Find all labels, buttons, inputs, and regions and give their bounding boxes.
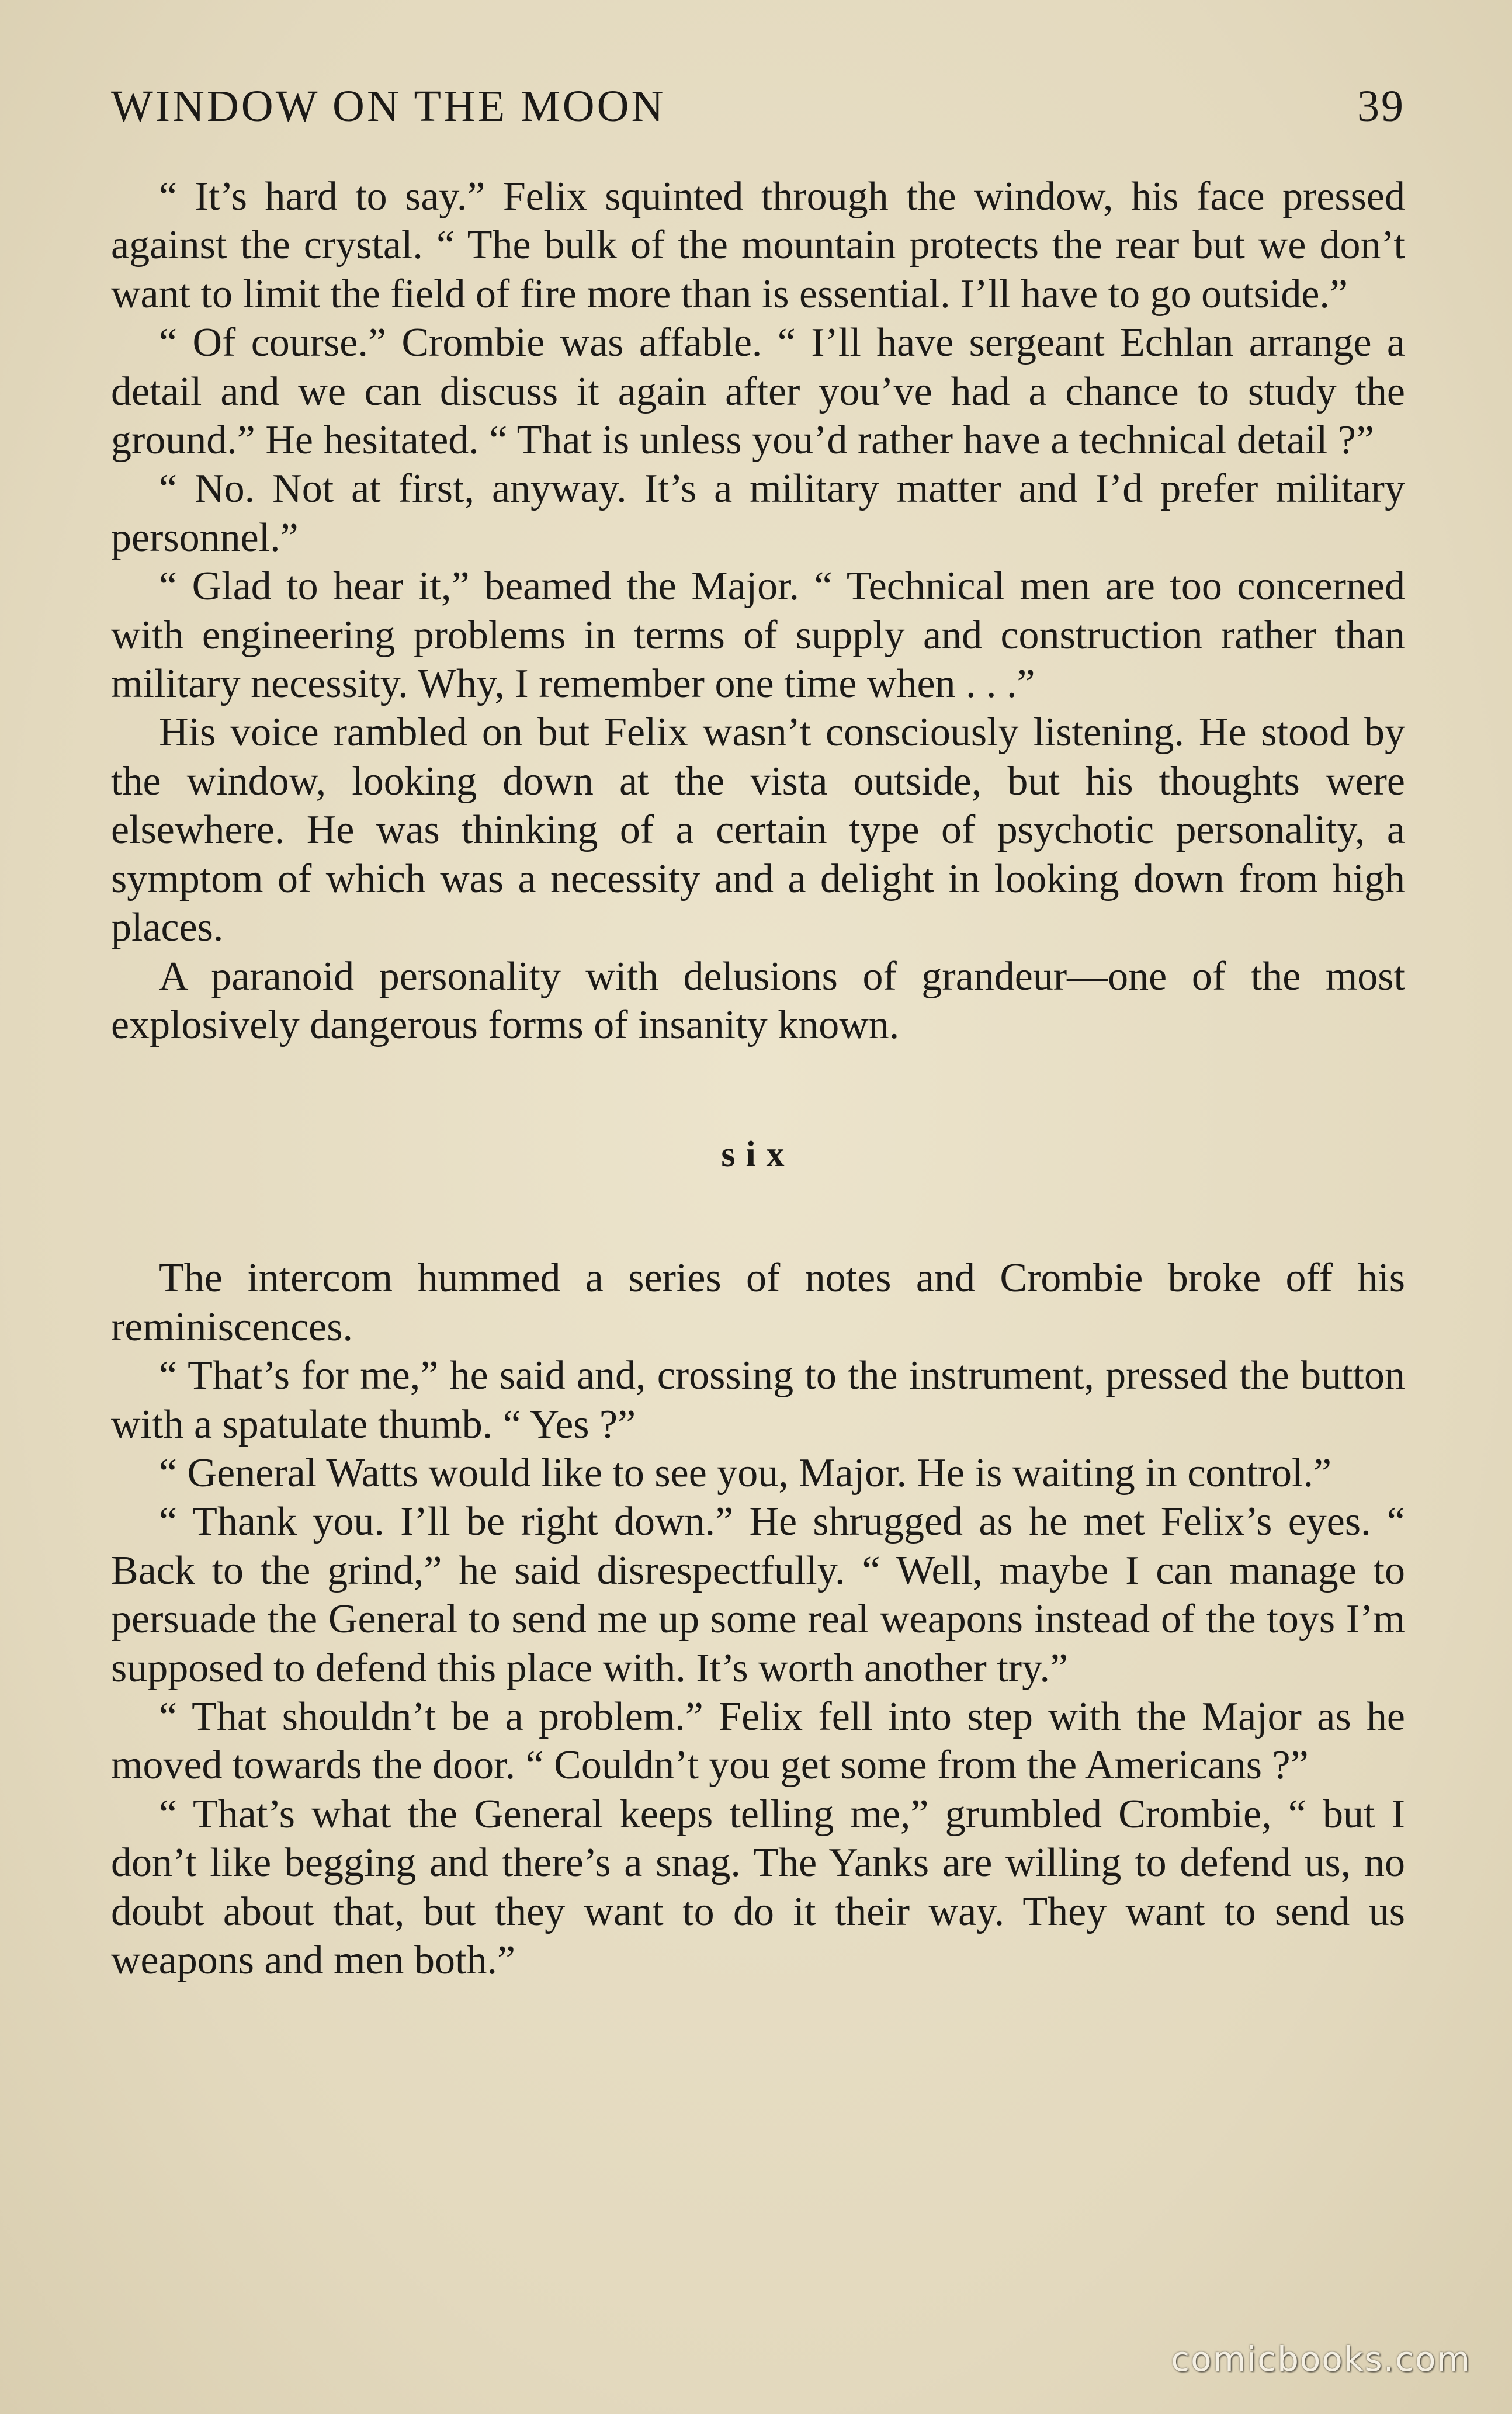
paragraph: “ That’s for me,” he said and, crossing to the instrument, pressed the button with a spatulate thumb. “ Yes ?”	[111, 1353, 1405, 1447]
paragraph: “ General Watts would like to see you, Major. He is waiting in control.”	[159, 1450, 1332, 1496]
running-header	[111, 79, 1405, 134]
chapter-heading: six	[721, 1135, 795, 1175]
paragraph: The intercom hummed a series of notes and Crombie broke off his reminiscences.	[111, 1255, 1405, 1350]
page-number: 39	[1357, 82, 1405, 131]
paragraph: “ That shouldn’t be a problem.” Felix fell into step with the Major as he moved towards the door. “ Couldn’t you get some from the Americans ?”	[111, 1694, 1405, 1788]
paragraph: “ Of course.” Crombie was affable. “ I’ll have sergeant Echlan arrange a detail and we can discuss it again after you’ve had a chance to study the ground.” He hesitated. “ That is unless you’d rather have a technical detail ?”	[111, 320, 1405, 463]
book-page	[111, 79, 1405, 1985]
paragraph: “ Thank you. I’ll be right down.” He shrugged as he met Felix’s eyes. “ Back to the grind,” he said disrespectfully. “ Well, maybe I can manage to persuade the General to send me up some real weapons instead of the toys I’m supposed to defend this place with. It’s worth another try.”	[111, 1499, 1405, 1691]
book-title: WINDOW ON THE MOON	[111, 82, 666, 131]
paragraph: “ That’s what the General keeps telling me,” grumbled Crombie, “ but I don’t like begging and there’s a snag. The Yanks are willing to defend us, no doubt about that, but they want to do it their way. They want to send us weapons and men both.”	[111, 1791, 1405, 1983]
paragraph: A paranoid personality with delusions of grandeur—one of the most explosively dangerous forms of insanity known.	[111, 953, 1405, 1048]
body-text	[111, 172, 1405, 1985]
paragraph: His voice rambled on but Felix wasn’t consciously listening. He stood by the window, looking down at the vista outside, but his thoughts were elsewhere. He was thinking of a certain type of psychotic personality, a symptom of which was a necessity and a delight in looking down from high places.	[111, 710, 1405, 951]
paragraph: “ No. Not at first, anyway. It’s a military matter and I’d prefer military personnel.”	[111, 466, 1405, 560]
paragraph: “ It’s hard to say.” Felix squinted through the window, his face pressed against the crystal. “ The bulk of the mountain protects the rear but we don’t want to limit the field of fire more than is essential. I’ll have to go outside.”	[111, 174, 1405, 317]
paragraph: “ Glad to hear it,” beamed the Major. “ Technical men are too concerned with engineering problems in terms of supply and construction rather than military necessity. Why, I remember one time when . . .”	[111, 564, 1405, 707]
watermark: comicbooks.com	[1171, 2339, 1471, 2379]
